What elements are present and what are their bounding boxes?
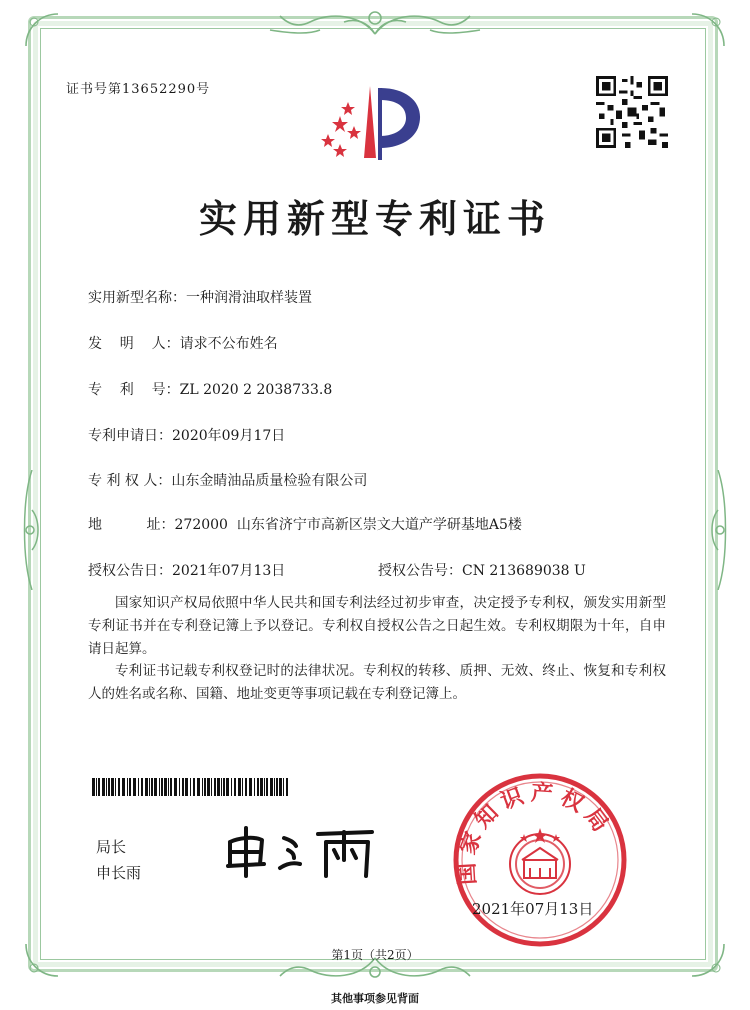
statement-paragraph-1: 国家知识产权局依照中华人民共和国专利法经过初步审查，决定授予专利权，颁发实用新型专利证书并在专利登记簿上予以登记。专利权自授权公告之日起生效。专利权期限为十年，自申请日起算。 (88, 595, 666, 657)
page-number: 第1页（共2页） (331, 948, 419, 962)
field-inventor (88, 333, 278, 353)
handwritten-signature (222, 820, 380, 880)
field-value: 272000 山东省济宁市高新区崇文大道产学研基地A5楼 (174, 517, 522, 533)
field-value: 一种润滑油取样装置 (186, 290, 312, 306)
field-value: 请求不公布姓名 (179, 336, 278, 352)
field-label: 专 利 权 人： (88, 473, 172, 489)
patent-office-logo (318, 78, 438, 170)
field-filing-date (88, 425, 285, 445)
field-grant-publication-number (378, 560, 586, 580)
field-value: 2020年09月17日 (172, 428, 286, 444)
field-value: CN 213689038 U (462, 563, 586, 579)
field-label: 地 址： (88, 517, 175, 533)
field-label: 授权公告号： (378, 563, 462, 579)
certificate-title: 实用新型专利证书 (198, 197, 551, 241)
corner-ornament-tl (22, 10, 62, 50)
certificate-number: 证书号第13652290号 (66, 82, 211, 97)
field-utility-model-name (88, 287, 312, 307)
top-ornament (260, 4, 490, 38)
left-ornament (18, 470, 44, 590)
barcode-icon (92, 778, 292, 796)
field-value: ZL 2020 2 2038733.8 (179, 382, 333, 398)
field-grant-date (88, 560, 285, 580)
field-label: 专利申请日： (88, 428, 172, 444)
field-patent-number (88, 379, 332, 399)
official-seal-stamp (452, 772, 628, 948)
svg-text:国家知识产权局: 国家知识产权局 (454, 780, 617, 886)
right-ornament (706, 470, 732, 590)
field-value: 2021年07月13日 (172, 563, 286, 579)
field-label: 实用新型名称： (88, 290, 186, 306)
corner-ornament-tr (688, 10, 728, 50)
commissioner-title: 局长 (96, 838, 127, 856)
field-label: 授权公告日： (88, 563, 172, 579)
field-label: 专 利 号： (88, 382, 180, 398)
field-label: 发 明 人： (88, 336, 180, 352)
field-value: 山东金睛油品质量检验有限公司 (171, 473, 368, 489)
seal-date: 2021年07月13日 (472, 900, 594, 918)
field-patentee (88, 470, 367, 490)
footer-note: 其他事项参见背面 (331, 992, 419, 1005)
field-address (88, 514, 522, 534)
statement-paragraph-2: 专利证书记载专利权登记时的法律状况。专利权的转移、质押、无效、终止、恢复和专利权人的姓名或名称、国籍、地址变更等事项记载在专利登记簿上。 (88, 663, 666, 702)
commissioner-name: 申长雨 (96, 864, 142, 882)
qr-code-icon (596, 76, 668, 148)
